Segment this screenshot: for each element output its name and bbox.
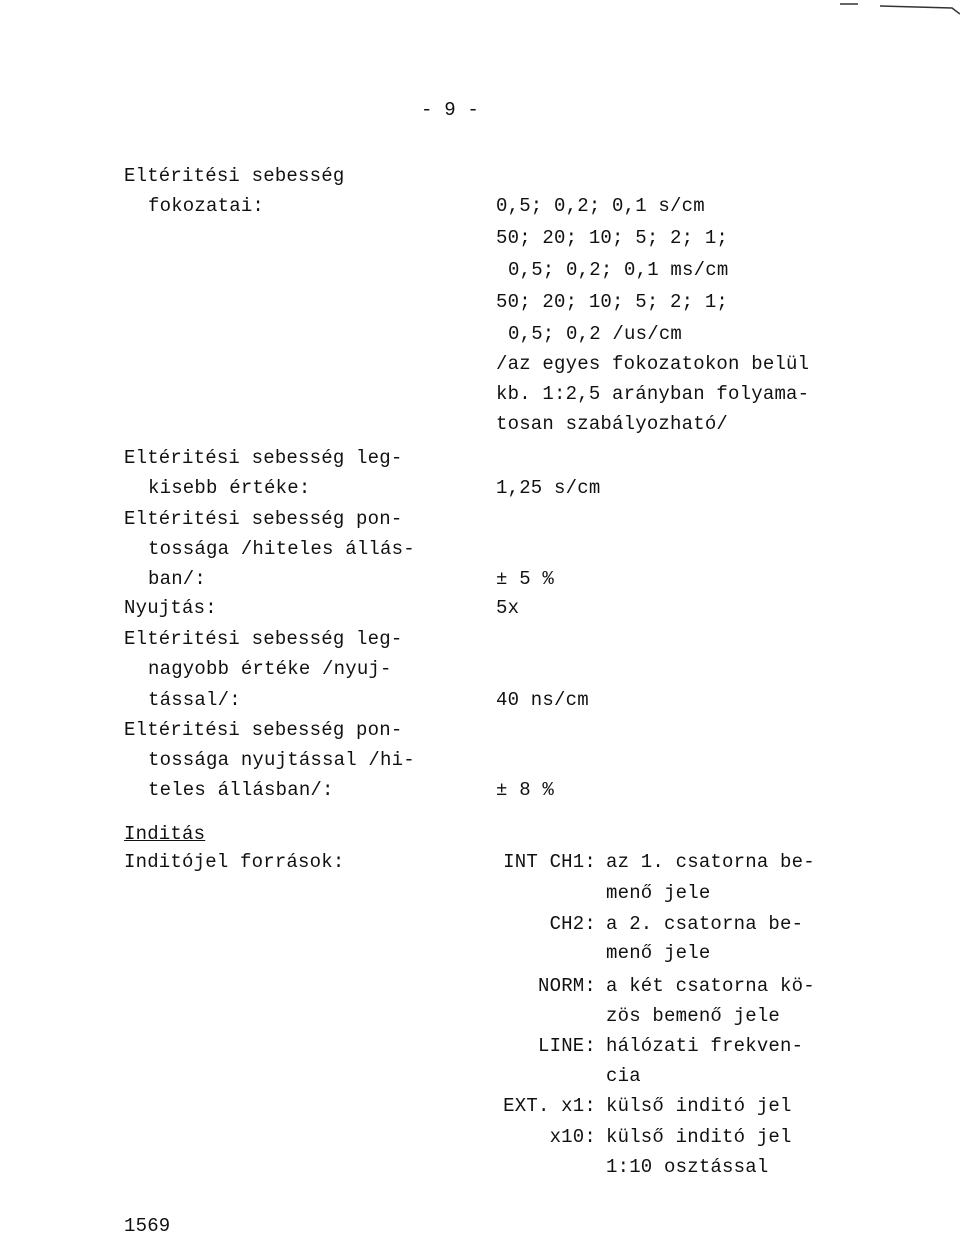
scan-mark — [840, 0, 960, 16]
min-value: 1,25 s/cm — [496, 477, 601, 499]
min-value-label-line1: Eltéritési sebesség leg- — [124, 447, 403, 469]
mag-accuracy-label-line1: Eltéritési sebesség pon- — [124, 719, 403, 741]
trigger-source-desc: a két csatorna kö- — [606, 975, 815, 997]
trigger-source-desc: cia — [606, 1065, 641, 1087]
trigger-source-key: x10: — [549, 1126, 596, 1148]
mag-accuracy-label-line2: tossága nyujtással /hi- — [148, 749, 415, 771]
sweep-steps-label-line1: Eltéritési sebesség — [124, 165, 345, 187]
trigger-source-desc: a 2. csatorna be- — [606, 913, 804, 935]
trigger-source-key: CH2: — [549, 913, 596, 935]
sweep-steps-note-line: tosan szabályozható/ — [496, 413, 729, 435]
trigger-source-desc: az 1. csatorna be- — [606, 851, 815, 873]
max-value-label-line3: tással/: — [148, 689, 241, 711]
accuracy-label-line3: ban/: — [148, 568, 207, 590]
magnification-label: Nyujtás: — [124, 597, 217, 619]
sweep-steps-value-line: 0,5; 0,2 /us/cm — [508, 323, 683, 345]
trigger-source-desc: menő jele — [606, 882, 711, 904]
magnification-value: 5x — [496, 597, 520, 619]
page-number: - 9 - — [421, 99, 480, 121]
trigger-sources-label: Inditójel források: — [124, 851, 345, 873]
accuracy-label-line2: tossága /hiteles állás- — [148, 538, 415, 560]
trigger-source-desc: menő jele — [606, 942, 711, 964]
sweep-steps-value-line: 0,5; 0,2; 0,1 ms/cm — [508, 259, 729, 281]
accuracy-label-line1: Eltéritési sebesség pon- — [124, 508, 403, 530]
sweep-steps-label-line2: fokozatai: — [148, 195, 265, 217]
mag-accuracy-label-line3: teles állásban/: — [148, 779, 334, 801]
accuracy-value: ± 5 % — [496, 568, 555, 590]
sweep-steps-note-line: kb. 1:2,5 arányban folyama- — [496, 383, 810, 405]
trigger-source-desc: hálózati frekven- — [606, 1035, 804, 1057]
trigger-source-desc: külső inditó jel — [606, 1095, 792, 1117]
max-value-label-line2: nagyobb értéke /nyuj- — [148, 658, 392, 680]
sweep-steps-note-line: /az egyes fokozatokon belül — [496, 353, 810, 375]
trigger-source-key: LINE: — [537, 1035, 596, 1057]
trigger-source-desc: külső inditó jel — [606, 1126, 792, 1148]
min-value-label-line2: kisebb értéke: — [148, 477, 311, 499]
mag-accuracy-value: ± 8 % — [496, 779, 555, 801]
trigger-source-key: NORM: — [537, 975, 596, 997]
trigger-source-desc: 1:10 osztással — [606, 1156, 769, 1178]
sweep-steps-value-line: 0,5; 0,2; 0,1 s/cm — [496, 195, 705, 217]
trigger-source-desc: zös bemenő jele — [606, 1005, 781, 1027]
trigger-source-key: INT CH1: — [503, 851, 596, 873]
sweep-steps-value-line: 50; 20; 10; 5; 2; 1; — [496, 291, 729, 313]
sweep-steps-value-line: 50; 20; 10; 5; 2; 1; — [496, 227, 729, 249]
footer-number: 1569 — [124, 1215, 171, 1237]
trigger-heading: Inditás — [124, 823, 206, 845]
trigger-source-key: EXT. x1: — [503, 1095, 596, 1117]
max-value-label-line1: Eltéritési sebesség leg- — [124, 628, 403, 650]
max-value: 40 ns/cm — [496, 689, 589, 711]
